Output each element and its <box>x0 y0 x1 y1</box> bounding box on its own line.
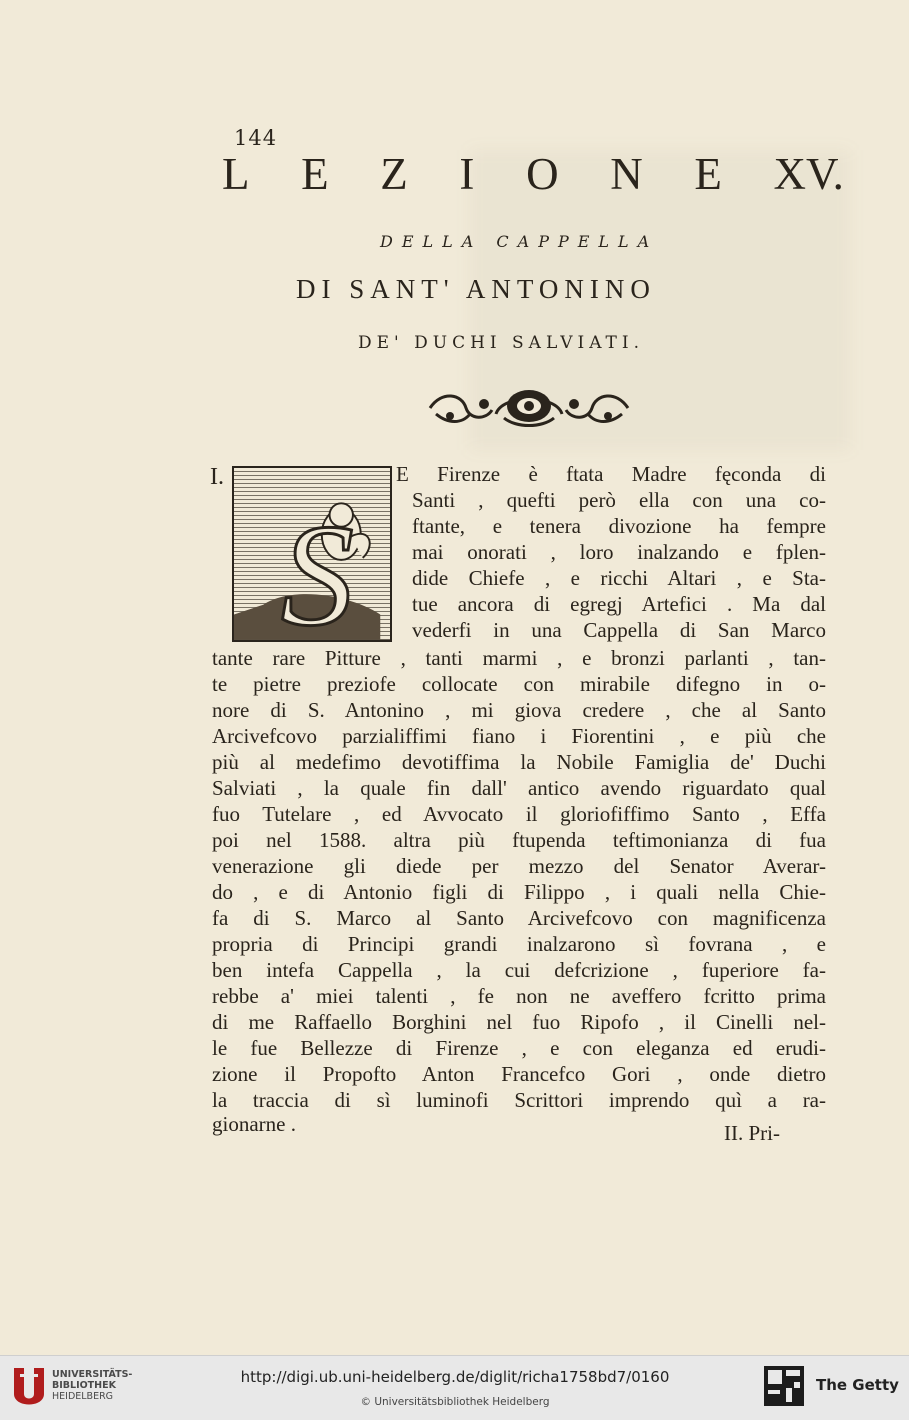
title-letter: I <box>459 149 475 199</box>
institution-line: HEIDELBERG <box>52 1391 114 1402</box>
text-line: fa di S. Marco al Santo Arcivefcovo con magnificenza <box>212 906 826 930</box>
getty-logo-icon[interactable] <box>764 1366 804 1406</box>
title-letter: N <box>610 149 643 199</box>
text-line: Salviati , la quale fin dall' antico avendo riguardato qual <box>212 776 826 800</box>
text-line: Santi , quefti però ella con una co- <box>412 488 826 512</box>
text-line: ftante, e tenera divozione ha fempre <box>412 514 826 538</box>
permalink-url[interactable]: http://digi.ub.uni-heidelberg.de/diglit/richa1758bd7/0160 <box>240 1368 670 1386</box>
subtitle-sant-antonino: DI SANT' ANTONINO <box>296 274 656 304</box>
university-library-logo-icon[interactable] <box>10 1364 48 1410</box>
title-letter: E <box>694 149 722 199</box>
text-line: mai onorati , loro inalzando e fplen- <box>412 540 826 564</box>
subtitle-della-cappella: DELLA CAPPELLA <box>380 232 659 251</box>
text-line: te pietre preziofe collocate con mirabile difegno in o- <box>212 672 826 696</box>
text-line: tante rare Pitture , tanti marmi , e bronzi parlanti , tan- <box>212 646 826 670</box>
title-letter: Z <box>380 149 408 199</box>
text-line: E Firenze è ftata Madre fęconda di <box>396 462 826 486</box>
page-number: 144 <box>234 126 278 150</box>
copyright-notice: © Universitätsbibliothek Heidelberg <box>360 1396 550 1408</box>
text-line: fuo Tutelare , ed Avvocato il gloriofiffimo Santo , Effa <box>212 802 826 826</box>
drop-cap-letter: S <box>280 494 354 640</box>
text-line: tue ancora di egregj Artefici . Ma dal <box>412 592 826 616</box>
text-line: la traccia di sì luminofi Scrittori imprendo quì a ra- <box>212 1088 826 1112</box>
institution-line: BIBLIOTHEK <box>52 1380 116 1391</box>
institution-line: UNIVERSITÄTS- <box>52 1369 133 1380</box>
text-line: le fue Bellezze di Firenze , e con eleganza ed erudi- <box>212 1036 826 1060</box>
university-library-name[interactable] <box>52 1369 132 1402</box>
title-letter: E <box>301 149 329 199</box>
text-line: zione il Propofto Anton Francefco Gori , onde dietro <box>212 1062 826 1086</box>
text-line: più al medefimo devotiffima la Nobile Famiglia de' Duchi <box>212 750 826 774</box>
getty-partner-name[interactable]: The Getty <box>816 1376 899 1394</box>
catchword: II. Pri- <box>724 1121 780 1145</box>
subtitle-duchi-salviati: DE' DUCHI SALVIATI. <box>358 333 645 353</box>
title-letter: XV. <box>773 149 844 199</box>
title-letter: O <box>526 149 559 199</box>
text-line: di me Raffaello Borghini nel fuo Ripofo , il Cinelli nel- <box>212 1010 826 1034</box>
text-line: do , e di Antonio figli di Filippo , i quali nella Chie- <box>212 880 826 904</box>
text-line: poi nel 1588. altra più ftupenda teftimonianza di fua <box>212 828 826 852</box>
text-line: vederfi in una Cappella di San Marco <box>412 618 826 642</box>
text-line: nore di S. Antonino , mi giova credere , che al Santo <box>212 698 826 722</box>
text-line: rebbe a' miei talenti , fe non ne aveffero fcritto prima <box>212 984 826 1008</box>
text-line: Arcivefcovo parzialiffimi fiano i Fiorentini , e più che <box>212 724 826 748</box>
text-line: dide Chiefe , e ricchi Altari , e Sta- <box>412 566 826 590</box>
text-line: propria di Principi grandi inalzarono sì fovrana , e <box>212 932 826 956</box>
text-line: venerazione gli diede per mezzo del Senator Averar- <box>212 854 826 878</box>
text-line: gionarne . <box>212 1112 296 1136</box>
viewer-footer <box>0 1355 909 1420</box>
title-letter: L <box>222 149 250 199</box>
text-line: ben intefa Cappella , la cui defcrizione , fuperiore fa- <box>212 958 826 982</box>
section-number: I. <box>210 464 224 490</box>
